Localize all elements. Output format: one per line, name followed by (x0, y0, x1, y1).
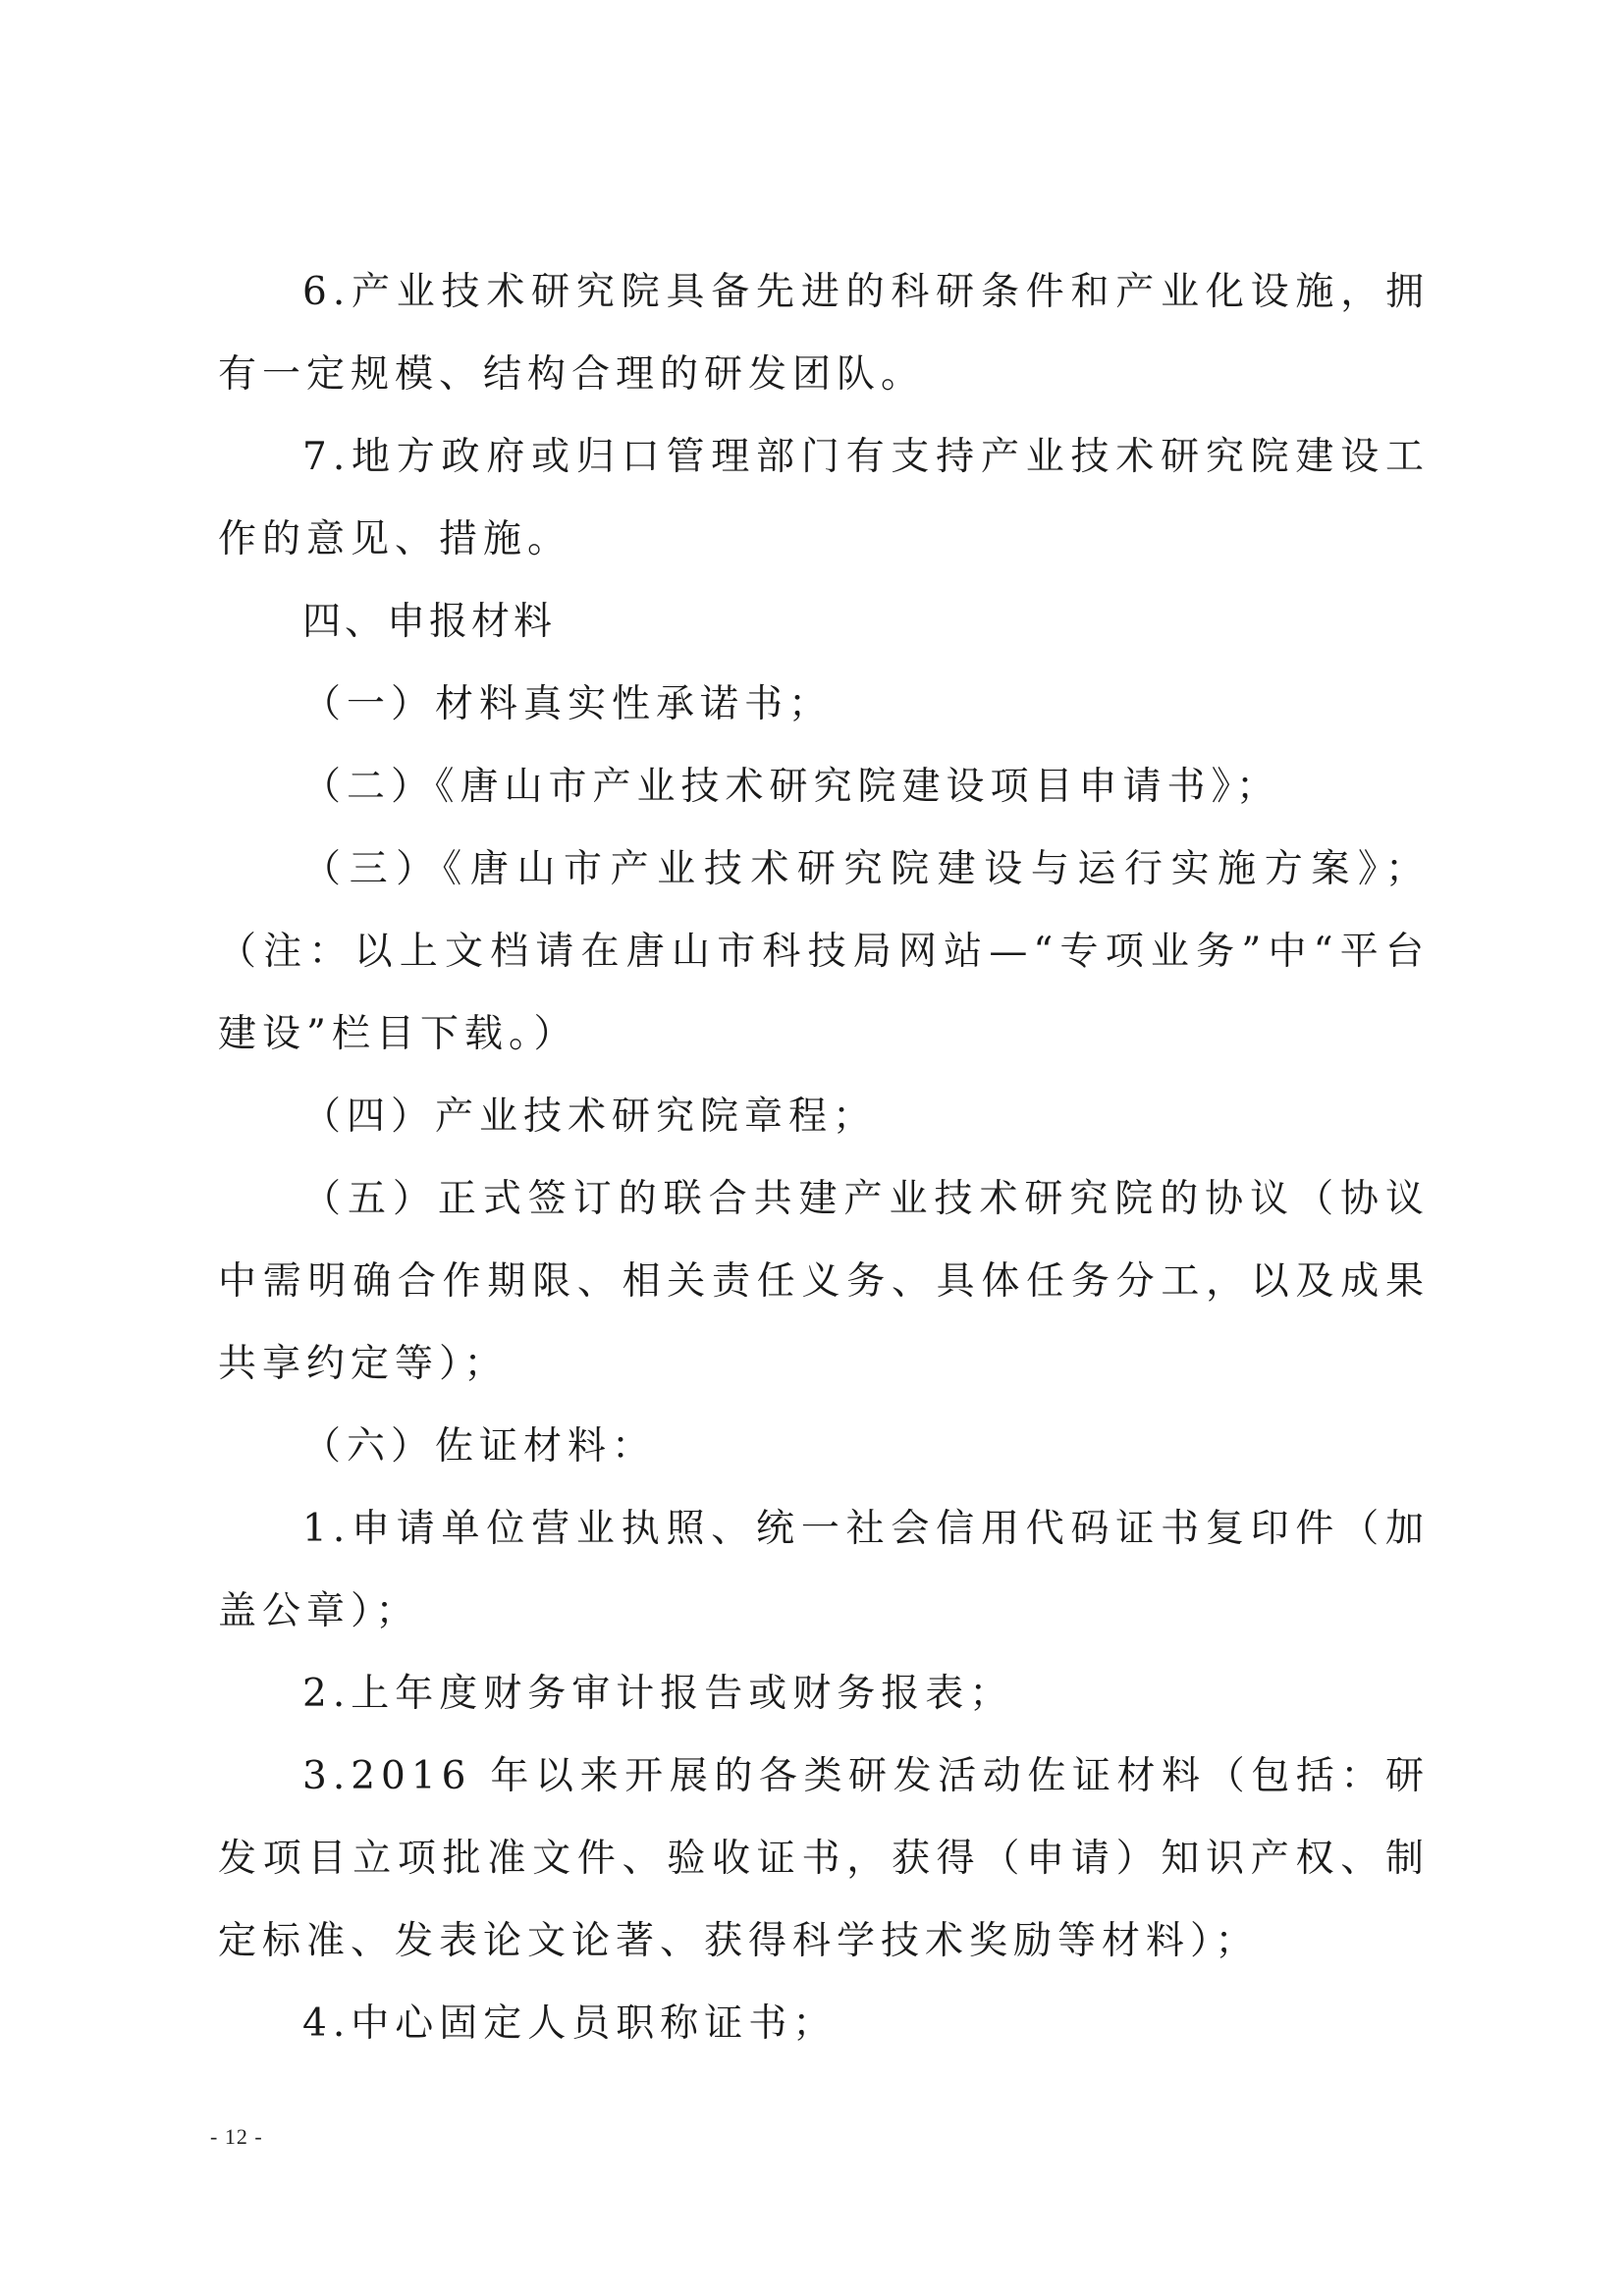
paragraph-item-7: 7.地方政府或归口管理部门有支持产业技术研究院建设工作的意见、措施。 (218, 435, 1430, 561)
paragraph-material-6: （六）佐证材料： (302, 1424, 657, 1468)
paragraph-evidence-4: 4.中心固定人员职称证书； (302, 2002, 838, 2046)
paragraph-material-2: （二）《唐山市产业技术研究院建设项目申请书》； (302, 765, 1281, 809)
document-body (218, 251, 1430, 2065)
paragraph-material-3: （三）《唐山市产业技术研究院建设与运行实施方案》；（注：以上文档请在唐山市科技局网站—“专项业务”中“平台建设”栏目下载。） (218, 847, 1430, 1056)
paragraph-material-4: （四）产业技术研究院章程； (302, 1095, 878, 1139)
section-heading-application-materials: 四、申报材料 (302, 600, 557, 644)
paragraph-evidence-1: 1.申请单位营业执照、统一社会信用代码证书复印件（加盖公章）； (218, 1507, 1430, 1633)
paragraph-evidence-3: 3.2016 年以来开展的各类研发活动佐证材料（包括：研发项目立项批准文件、验收证书，获得（申请）知识产权、制定标准、发表论文论著、获得科学技术奖励等材料）； (218, 1754, 1430, 1963)
paragraph-item-6: 6.产业技术研究院具备先进的科研条件和产业化设施，拥有一定规模、结构合理的研发团队。 (218, 270, 1430, 397)
paragraph-evidence-2: 2.上年度财务审计报告或财务报表； (302, 1672, 1014, 1716)
page-number: - 12 - (210, 2124, 263, 2149)
paragraph-material-1: （一）材料真实性承诺书； (302, 682, 834, 726)
paragraph-material-5: （五）正式签订的联合共建产业技术研究院的协议（协议中需明确合作期限、相关责任义务、具体任务分工，以及成果共享约定等）； (218, 1177, 1430, 1386)
